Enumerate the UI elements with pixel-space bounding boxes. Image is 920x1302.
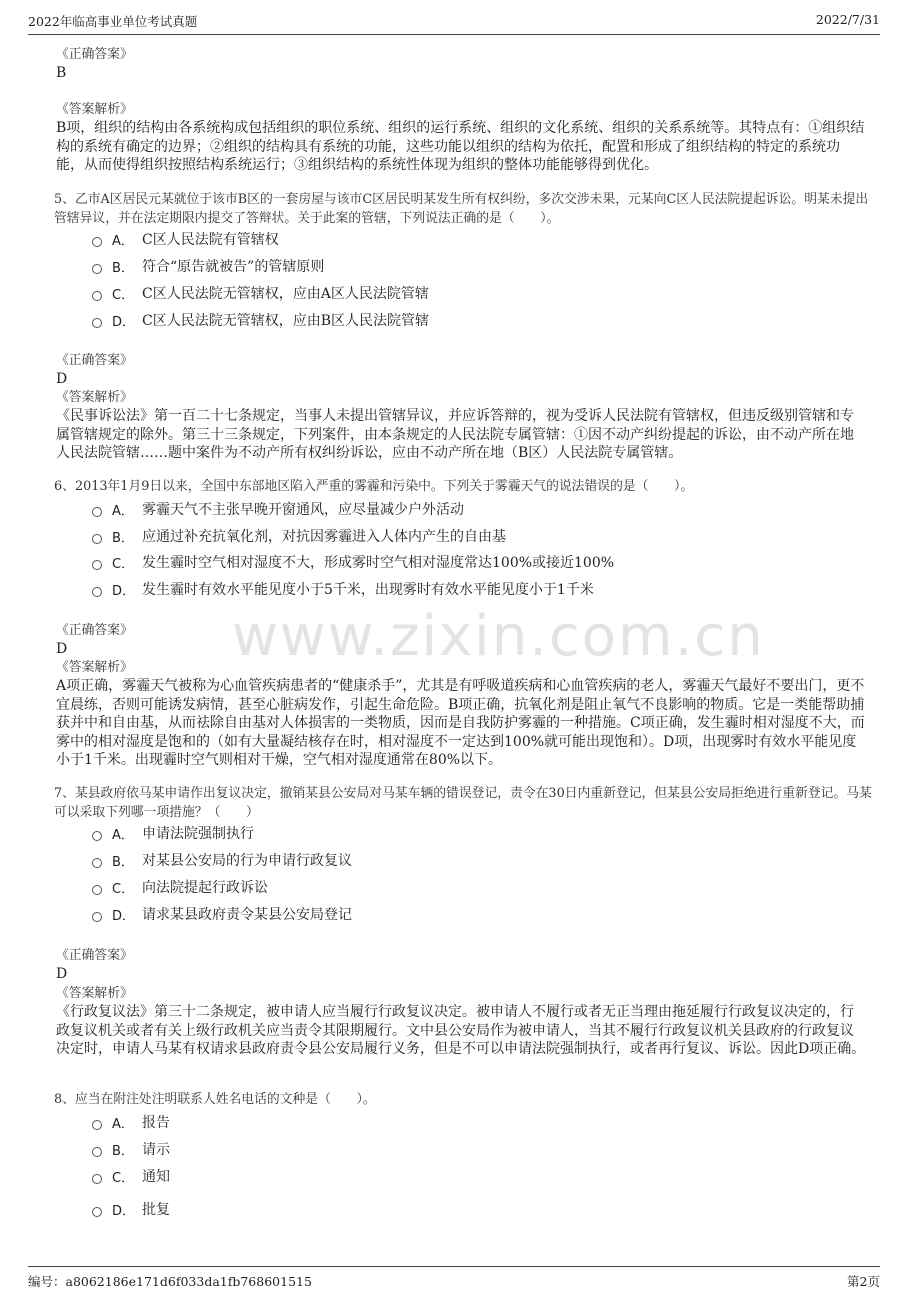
watermark: www.zixin.com.cn [232,604,765,669]
q6-answer-label: 《正确答案》 [56,623,133,638]
q4-answer-label: 《正确答案》 [56,47,133,62]
header-title: 2022年临高事业单位考试真题 [28,14,198,29]
q5-analysis-label: 《答案解析》 [56,390,133,405]
radio-icon[interactable] [92,507,102,517]
page-number: 第2页 [847,1274,880,1289]
page-header [28,12,880,35]
radio-icon[interactable] [92,1147,102,1157]
q6-option-a[interactable]: A． 雾霾天气不主张早晚开窗通风，应尽量减少户外活动 [92,499,464,519]
q6-answer: D [56,641,68,657]
radio-icon[interactable] [92,587,102,597]
q5-option-d[interactable]: D． C区人民法院无管辖权，应由B区人民法院管辖 [92,310,429,330]
q8-option-b[interactable]: B． 请示 [92,1139,170,1159]
q8-option-d[interactable]: D． 批复 [92,1199,170,1219]
q6-option-b[interactable]: B． 应通过补充抗氧化剂，对抗因雾霾进入人体内产生的自由基 [92,526,506,546]
q7-analysis: 《行政复议法》第三十二条规定，被申请人应当履行行政复议决定。被申请人不履行或者无正当理由拖延履行行政复议决定的，行政复议机关或者有关上级行政机关应当责令其限期履行。文中县公安局作为被申请人，当其不履行行政复议机关县政府的行政复议决定时，申请人马某有权请求县政府责令县公安局履行义务，但是不可以申请法院强制执行，或者再行复议、诉讼。因此D项正确。 [56,1004,866,1057]
radio-icon[interactable] [92,1207,102,1217]
q4-answer: B [56,65,67,81]
radio-icon[interactable] [92,560,102,570]
q6-analysis: A项正确，雾霾天气被称为心血管疾病患者的“健康杀手”，尤其是有呼吸道疾病和心血管疾病的老人，雾霾天气最好不要出门，更不宜晨练，否则可能诱发病情，甚至心脏病发作，引起生命危险。B项正确，抗氧化剂是阻止氧气不良影响的物质。它是一类能帮助捕获并中和自由基，从而祛除自由基对人体损害的一类物质，因而是自我防护雾霾的一种措施。C项正确，发生霾时相对湿度不大，而雾中的相对湿度是饱和的（如有大量凝结核存在时，相对湿度不一定达到100%就可能出现饱和）。D项，出现雾时有效水平能见度小于1千米。出现霾时空气则相对干燥，空气相对湿度通常在80%以下。 [56,678,865,768]
radio-icon[interactable] [92,1120,102,1130]
q7-analysis-label: 《答案解析》 [56,986,133,1001]
radio-icon[interactable] [92,237,102,247]
q6-stem: 6、2013年1月9日以来，全国中东部地区陷入严重的雾霾和污染中。下列关于雾霾天气的说法错误的是（ ）。 [54,479,694,494]
q4-analysis-label: 《答案解析》 [56,102,133,117]
document-id: 编号：a8062186e171d6f033da1fb768601515 [28,1274,312,1289]
q5-option-a[interactable]: A． C区人民法院有管辖权 [92,229,279,249]
radio-icon[interactable] [92,291,102,301]
q7-option-c[interactable]: C． 向法院提起行政诉讼 [92,877,268,897]
radio-icon[interactable] [92,1174,102,1184]
q6-option-c[interactable]: C． 发生霾时空气相对湿度不大，形成雾时空气相对湿度常达100%或接近100% [92,552,614,572]
q6-analysis-label: 《答案解析》 [56,660,133,675]
q5-analysis: 《民事诉讼法》第一百二十七条规定，当事人未提出管辖异议，并应诉答辩的，视为受诉人民法院有管辖权，但违反级别管辖和专属管辖规定的除外。第三十三条规定，下列案件，由本条规定的人民法院专属管辖：①因不动产纠纷提起的诉讼，由不动产所在地人民法院管辖……题中案件为不动产所有权纠纷诉讼，应由不动产所在地（B区）人民法院专属管辖。 [56,408,854,461]
radio-icon[interactable] [92,318,102,328]
radio-icon[interactable] [92,534,102,544]
q7-answer: D [56,966,68,982]
radio-icon[interactable] [92,912,102,922]
header-date: 2022/7/31 [815,12,880,27]
radio-icon[interactable] [92,831,102,841]
q5-stem: 5、乙市A区居民元某就位于该市B区的一套房屋与该市C区居民明某发生所有权纠纷，多次交涉未果，元某向C区人民法院提起诉讼。明某未提出管辖异议，并在法定期限内提交了答辩状。关于此案的管辖，下列说法正确的是（ ）。 [54,192,869,226]
q7-answer-label: 《正确答案》 [56,948,133,963]
q5-option-c[interactable]: C． C区人民法院无管辖权，应由A区人民法院管辖 [92,283,429,303]
q5-option-b[interactable]: B． 符合“原告就被告”的管辖原则 [92,256,324,276]
q6-option-d[interactable]: D． 发生霾时有效水平能见度小于5千米，出现雾时有效水平能见度小于1千米 [92,579,594,599]
radio-icon[interactable] [92,885,102,895]
radio-icon[interactable] [92,264,102,274]
q5-answer-label: 《正确答案》 [56,353,133,368]
q7-option-a[interactable]: A． 申请法院强制执行 [92,823,254,843]
q7-option-d[interactable]: D． 请求某县政府责令某县公安局登记 [92,904,352,924]
radio-icon[interactable] [92,858,102,868]
q8-stem: 8、应当在附注处注明联系人姓名电话的文种是（ ）。 [54,1092,376,1107]
q4-analysis: B项，组织的结构由各系统构成包括组织的职位系统、组织的运行系统、组织的文化系统、组织的关系系统等。其特点有：①组织结构的系统有确定的边界；②组织的结构具有系统的功能，这些功能以组织的结构为依托，配置和形成了组织结构的特定的系统功能，从而使得组织按照结构系统运行；③组织结构的系统性体现为组织的整体功能能够得到优化。 [56,120,865,173]
q5-answer: D [56,371,68,387]
q8-option-c[interactable]: C． 通知 [92,1166,170,1186]
q8-option-a[interactable]: A． 报告 [92,1112,170,1132]
page-footer [28,1266,880,1290]
q7-stem: 7、某县政府依马某申请作出复议决定，撤销某县公安局对马某车辆的错误登记，责令在30日内重新登记，但某县公安局拒绝进行重新登记。马某可以采取下列哪一项措施？（ ） [54,786,872,820]
q7-option-b[interactable]: B． 对某县公安局的行为申请行政复议 [92,850,352,870]
